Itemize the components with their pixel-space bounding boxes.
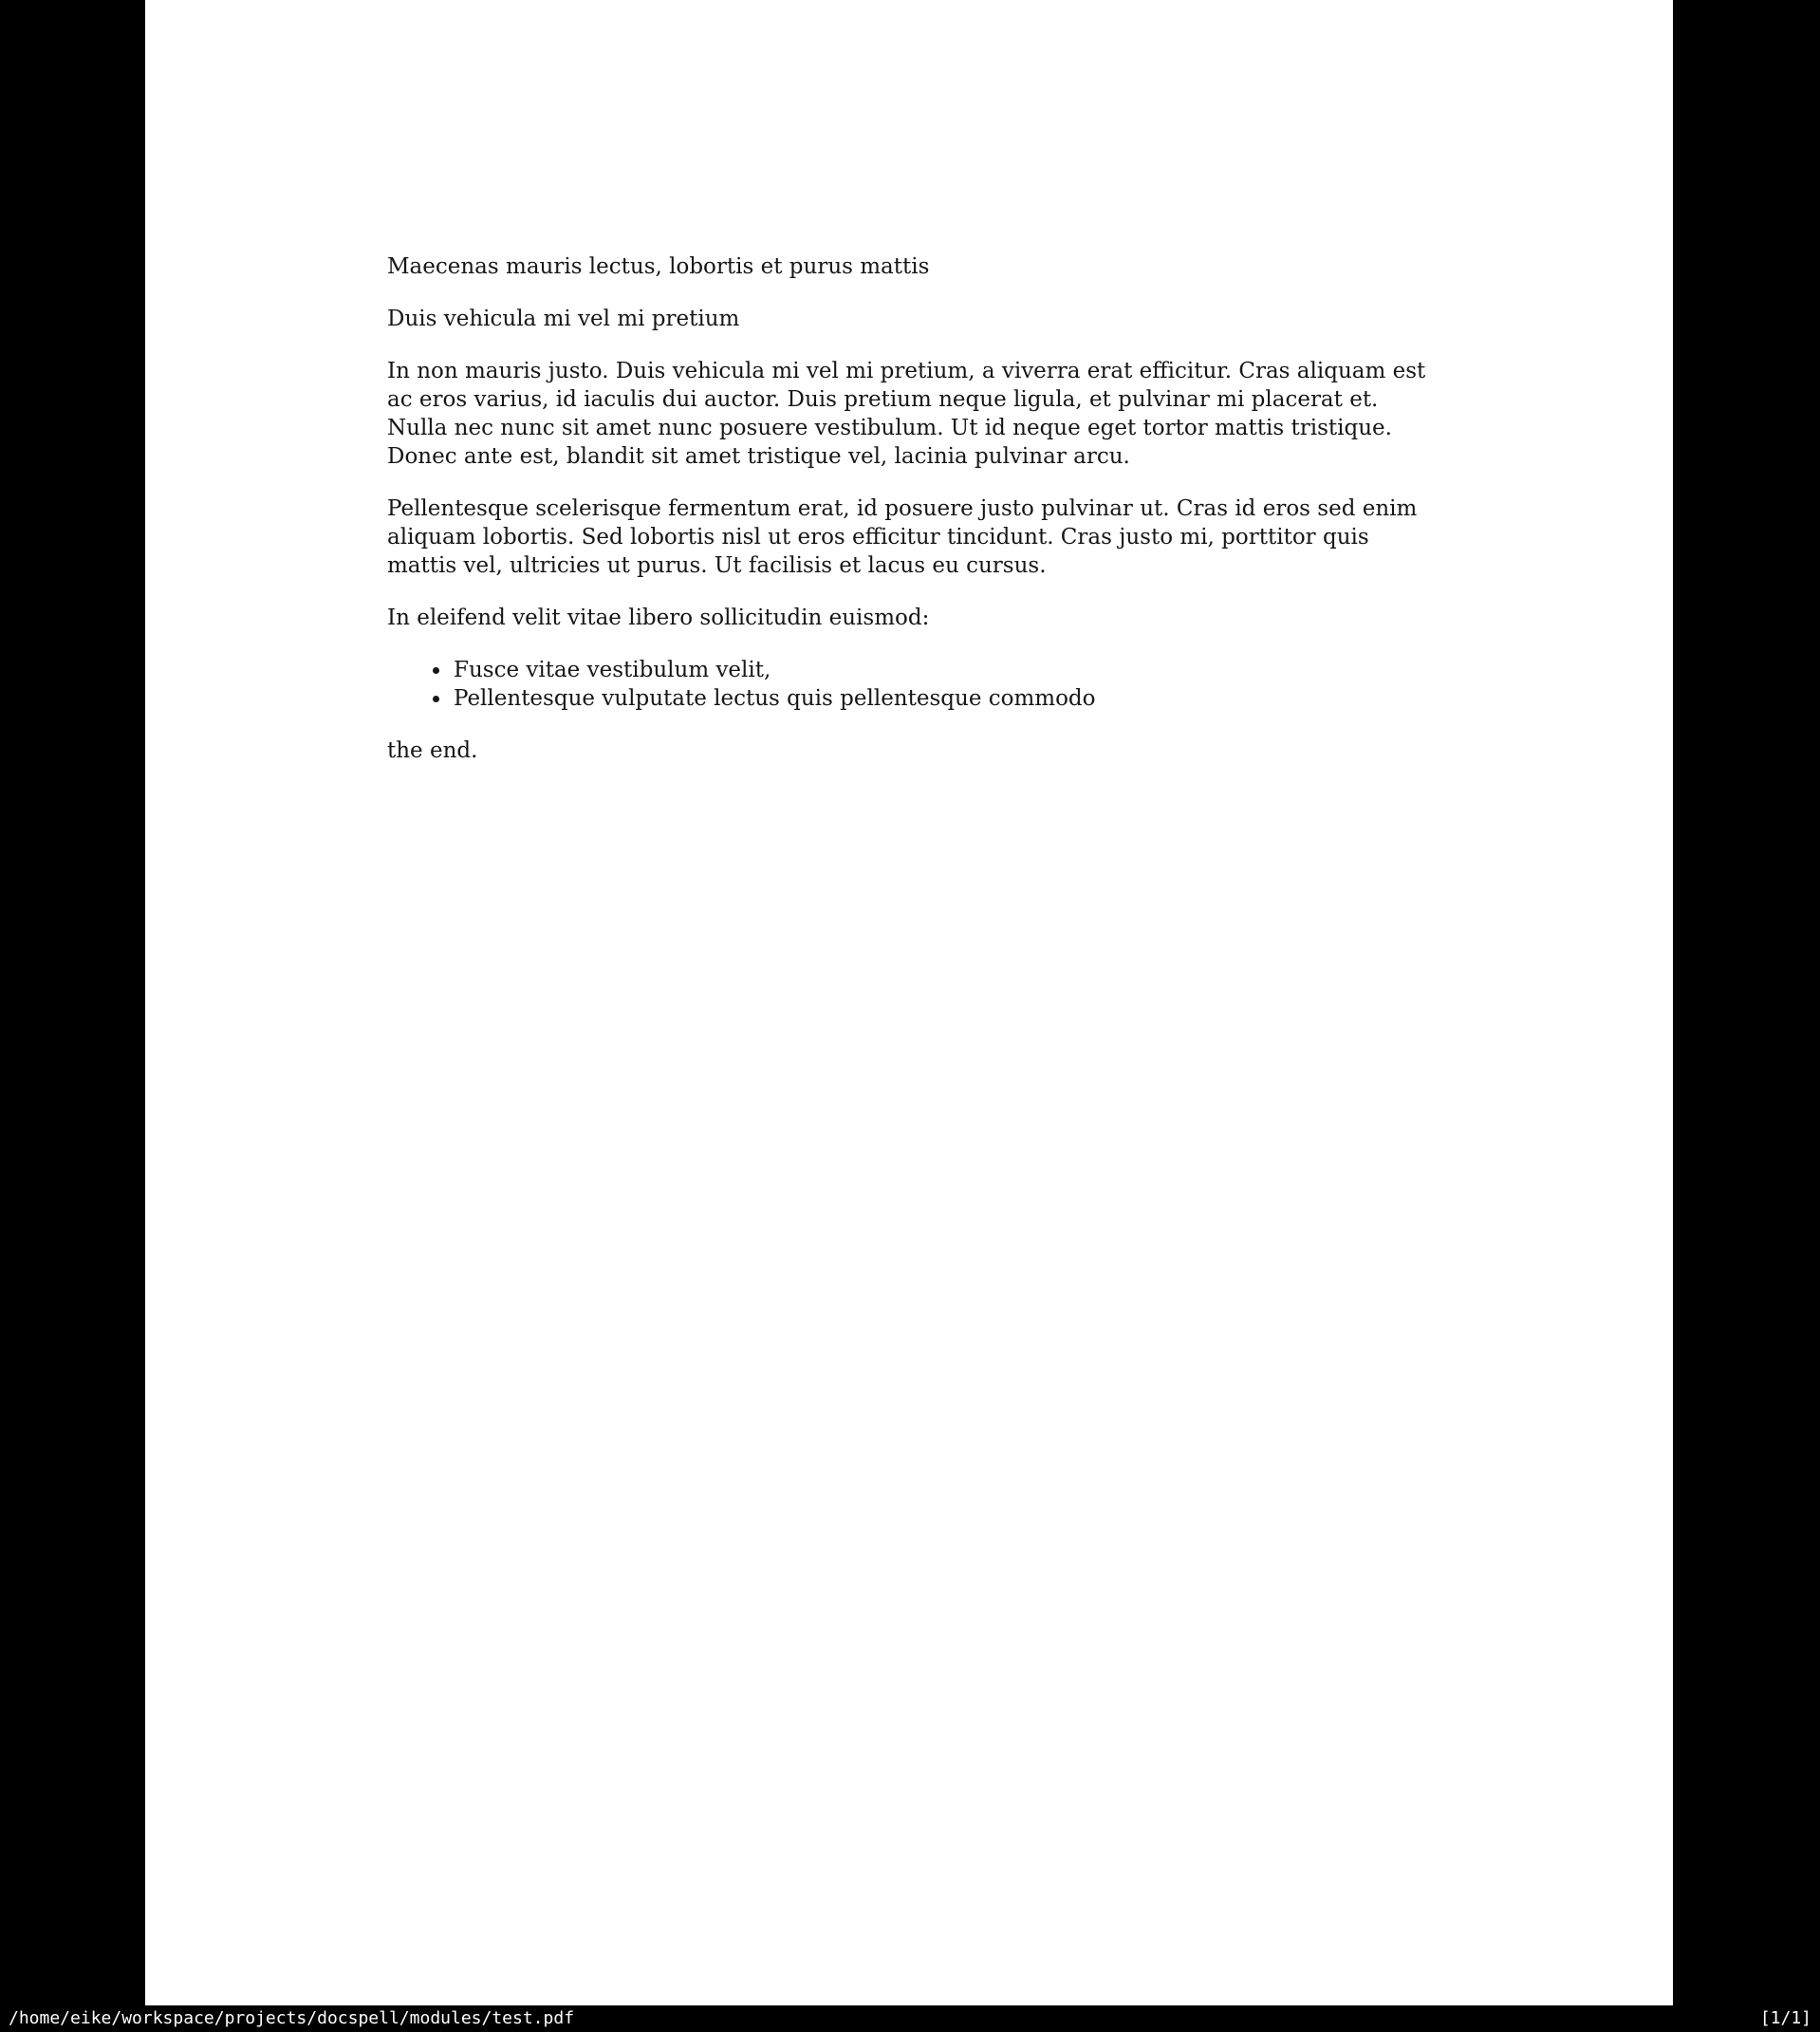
statusbar-page-indicator: [1/1] bbox=[1759, 2008, 1811, 2028]
list-item: • Pellentesque vulputate lectus quis pellentesque commodo bbox=[452, 684, 1433, 713]
pdf-page[interactable] bbox=[145, 0, 1673, 2005]
paragraph: In non mauris justo. Duis vehicula mi vel mi pretium, a viverra erat efficitur. Cras aliquam est ac eros varius, id iaculis dui auctor. Duis pretium neque ligula, et pulvinar mi placerat et. Nulla nec nunc sit amet nunc posuere vestibulum. Ut id neque eget tortor mattis tristique. Donec ante est, blandit sit amet tristique vel, lacinia pulvinar arcu. bbox=[387, 359, 1426, 469]
paragraph: Maecenas mauris lectus, lobortis et purus mattis bbox=[387, 254, 930, 279]
bullet-list bbox=[387, 656, 1433, 713]
list-item: • Fusce vitae vestibulum velit, bbox=[452, 656, 1433, 684]
statusbar bbox=[0, 2005, 1820, 2032]
paragraph: Duis vehicula mi vel mi pretium bbox=[387, 307, 740, 331]
paragraph: In eleifend velit vitae libero sollicitudin euismod: bbox=[387, 606, 930, 630]
paragraph: the end. bbox=[387, 738, 478, 763]
document-content bbox=[387, 252, 1433, 789]
paragraph: Pellentesque scelerisque fermentum erat, id posuere justo pulvinar ut. Cras id eros sed enim aliquam lobortis. Sed lobortis nisl ut eros efficitur tincidunt. Cras justo mi, porttitor quis mattis vel, ultricies ut purus. Ut facilisis et lacus eu cursus. bbox=[387, 496, 1418, 578]
statusbar-file-path: /home/eike/workspace/projects/docspell/modules/test.pdf bbox=[9, 2008, 575, 2028]
